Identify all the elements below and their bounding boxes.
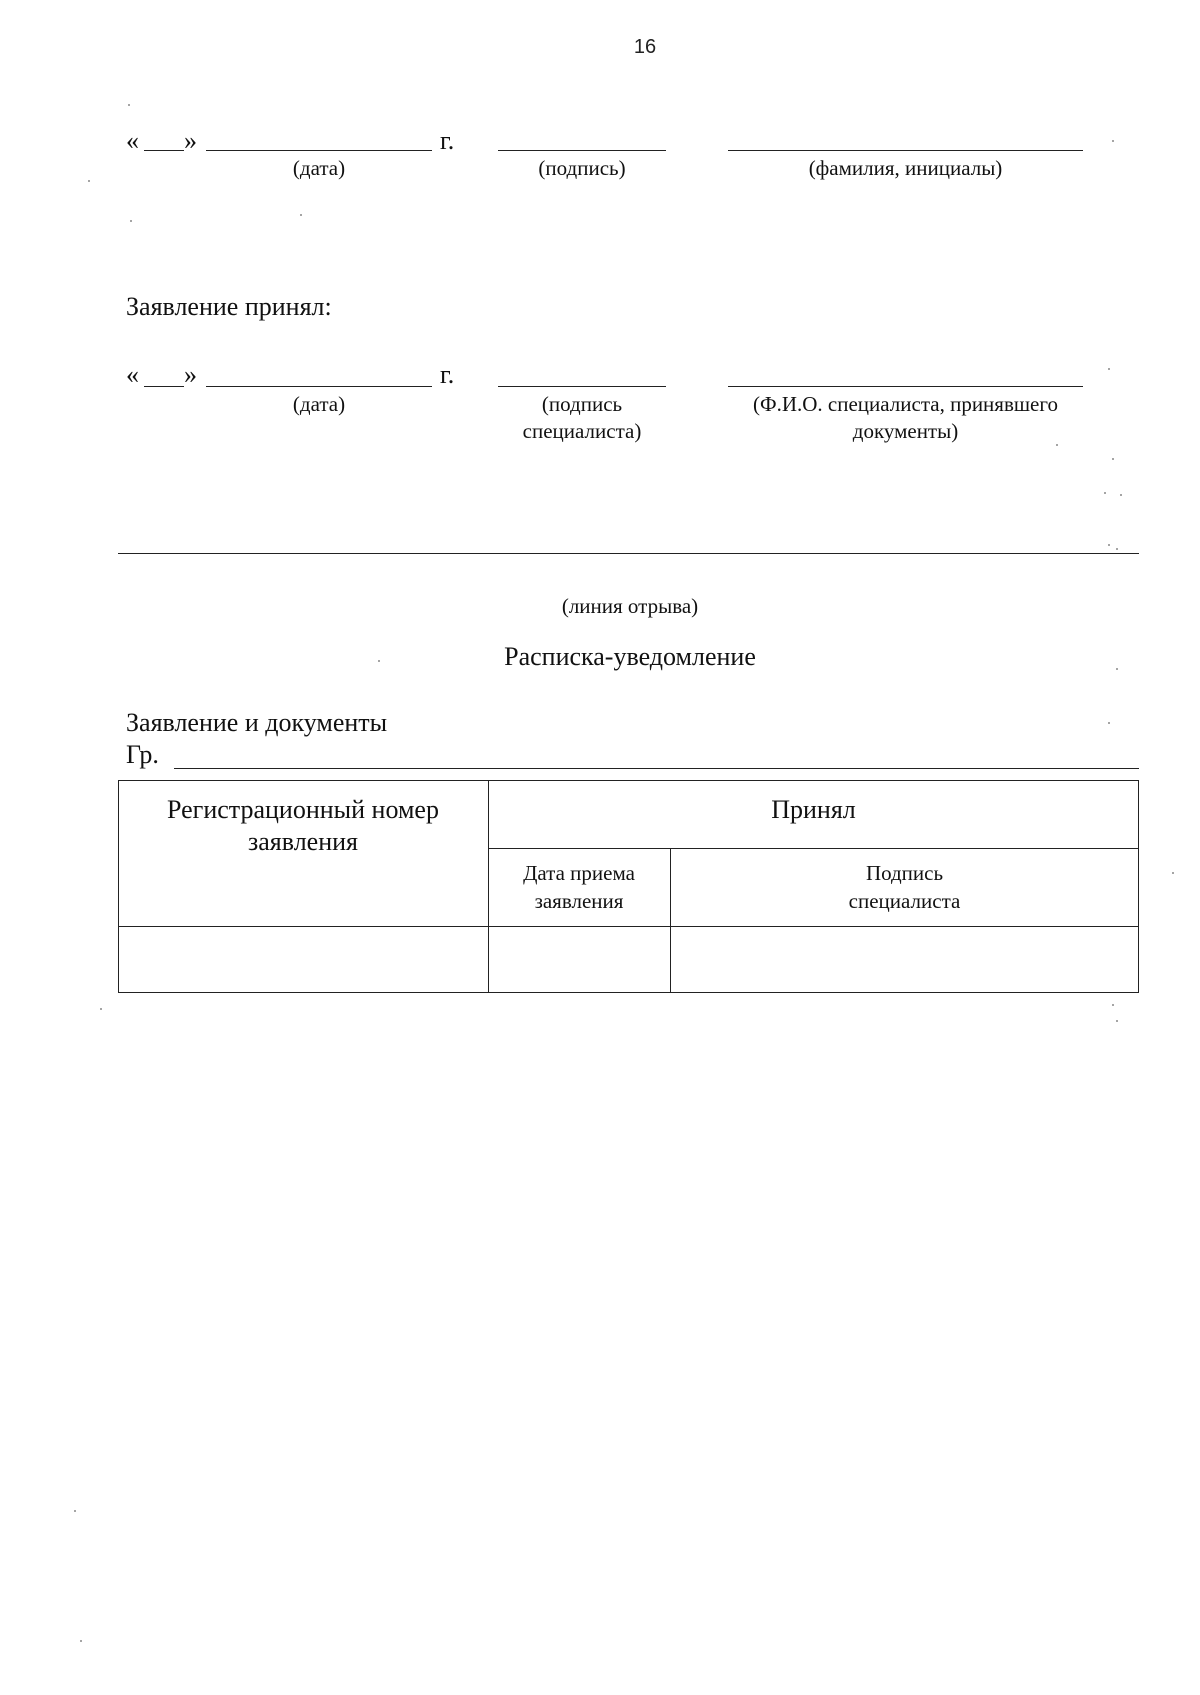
quote-open: « <box>126 360 139 389</box>
registration-number-cell[interactable] <box>120 928 486 991</box>
tear-line-label: (линия отрыва) <box>561 594 699 618</box>
tear-line <box>118 553 1139 554</box>
sub-col2-line1: Подпись <box>865 861 944 885</box>
caption-signature: (подпись) <box>538 156 626 180</box>
signature-field[interactable] <box>498 386 666 387</box>
citizen-name-field[interactable] <box>174 768 1139 769</box>
table-divider <box>488 848 1139 849</box>
caption-signature-line2: специалиста) <box>522 419 642 443</box>
sub-col1-line2: заявления <box>534 889 624 913</box>
quote-open: « <box>126 126 139 155</box>
caption-signature-line1: (подпись <box>541 392 623 416</box>
sub-col1-line1: Дата приема <box>523 861 635 885</box>
caption-name-line1: (Ф.И.О. специалиста, принявшего <box>753 392 1058 416</box>
name-field[interactable] <box>728 386 1083 387</box>
day-field[interactable] <box>144 386 184 387</box>
caption-date: (дата) <box>292 392 346 416</box>
page-number: 16 <box>633 36 657 58</box>
specialist-signature-cell[interactable] <box>672 928 1137 991</box>
quote-close: » <box>184 360 197 389</box>
accepted-heading: Заявление принял: <box>126 292 332 321</box>
table-divider <box>118 926 1139 927</box>
col1-header-line2: заявления <box>247 827 358 856</box>
quote-close: » <box>184 126 197 155</box>
receipt-line2-prefix: Гр. <box>126 740 159 769</box>
acceptance-date-cell[interactable] <box>490 928 668 991</box>
caption-date: (дата) <box>292 156 346 180</box>
month-field[interactable] <box>206 150 432 151</box>
caption-name: (фамилия, инициалы) <box>808 156 1003 180</box>
receipt-title: Расписка-уведомление <box>504 642 756 671</box>
sub-col2-line2: специалиста <box>848 889 961 913</box>
group-header: Принял <box>771 795 856 824</box>
col1-header-line1: Регистрационный номер <box>167 795 439 824</box>
receipt-line1: Заявление и документы <box>126 708 388 737</box>
caption-name-line2: документы) <box>852 419 959 443</box>
month-field[interactable] <box>206 386 432 387</box>
name-field[interactable] <box>728 150 1083 151</box>
year-suffix: г. <box>440 126 455 155</box>
year-suffix: г. <box>440 360 455 389</box>
day-field[interactable] <box>144 150 184 151</box>
signature-field[interactable] <box>498 150 666 151</box>
